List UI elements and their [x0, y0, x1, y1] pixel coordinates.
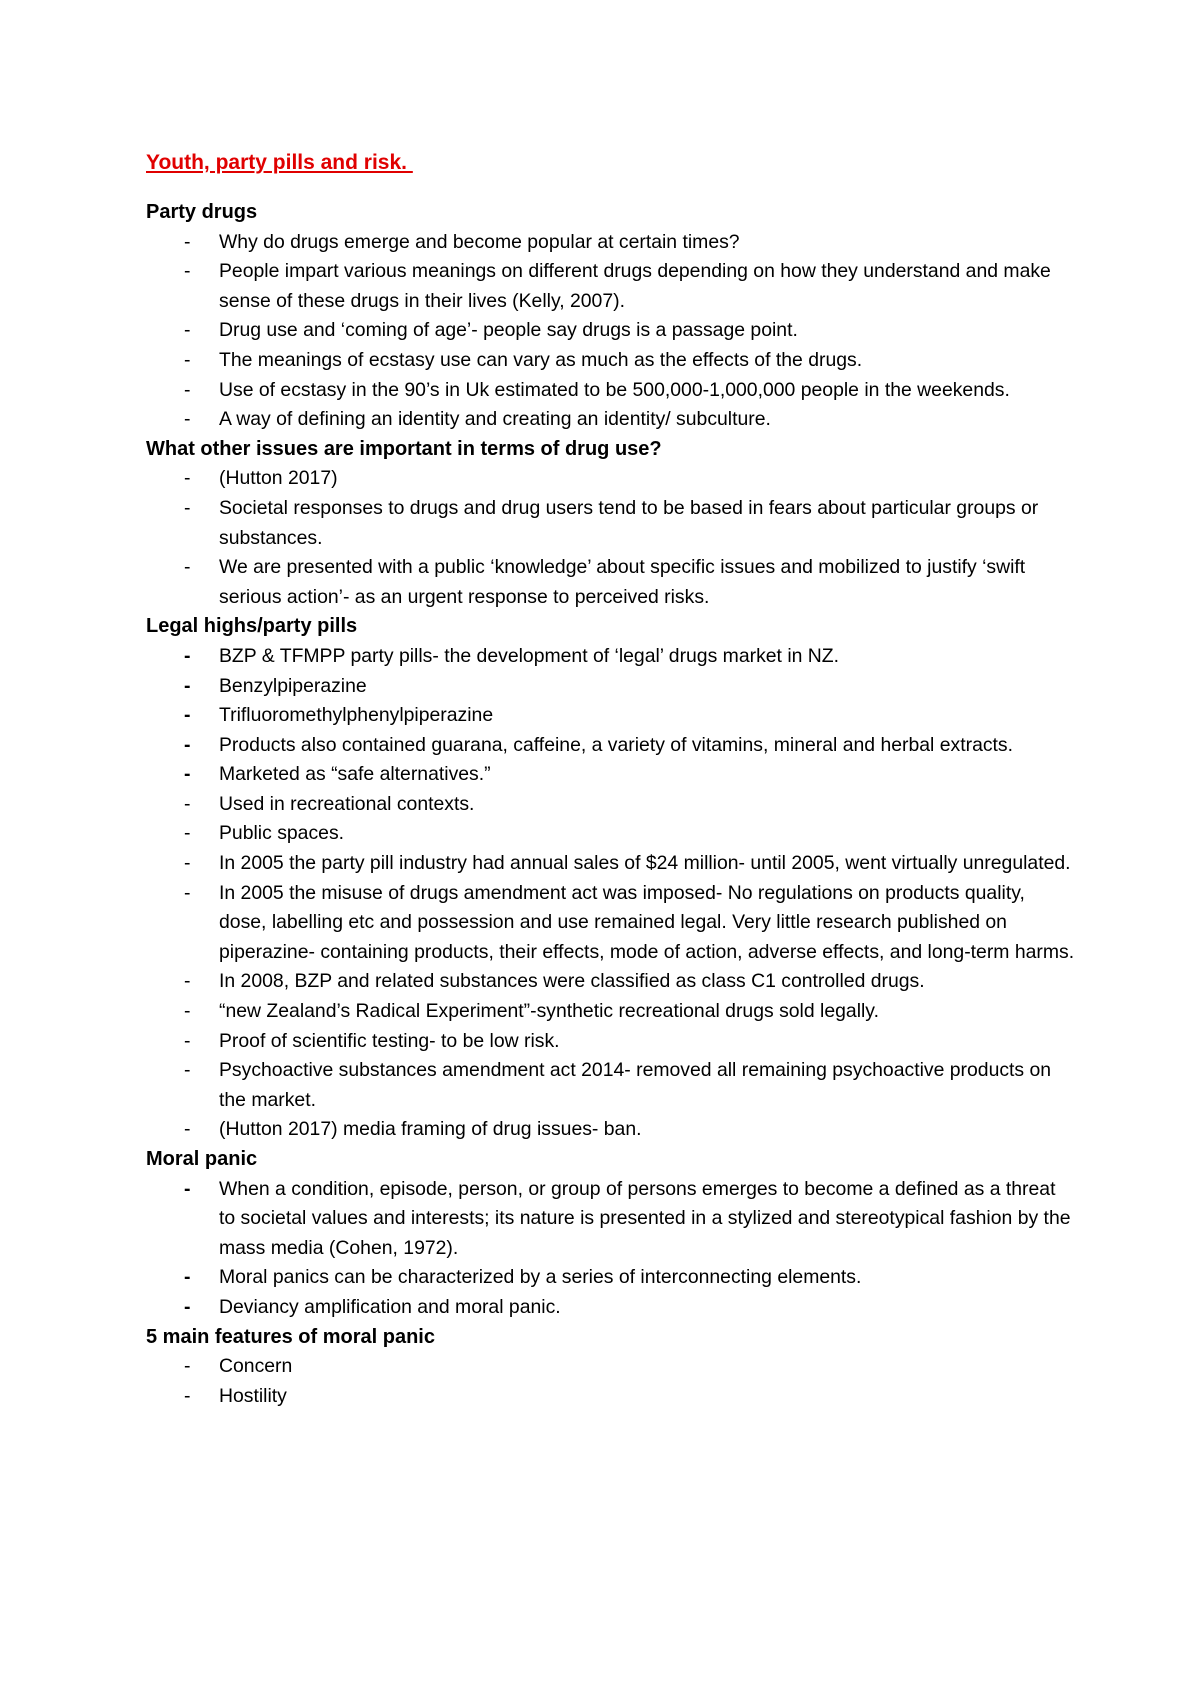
section-heading: Moral panic [146, 1148, 258, 1170]
section [146, 1323, 1076, 1412]
list-item [146, 1056, 1076, 1115]
list-item [146, 1293, 1076, 1323]
list-item-text: Societal responses to drugs and drug users tend to be based in fears about particular groups or substances. [219, 496, 1039, 549]
list-item [146, 819, 1076, 849]
list-item [146, 494, 1076, 553]
list-item [146, 1027, 1076, 1057]
bullet-list [146, 1352, 1076, 1411]
bullet-dash: - [184, 556, 191, 579]
bullet-dash: - [184, 644, 191, 667]
bullet-dash: - [184, 970, 191, 993]
bullet-dash: - [184, 733, 191, 756]
bullet-list [146, 464, 1076, 612]
list-item [146, 1352, 1076, 1382]
list-item [146, 376, 1076, 406]
list-item-text: Marketed as “safe alternatives.” [219, 763, 491, 786]
list-item-text: (Hutton 2017) media framing of drug issues- ban. [219, 1118, 642, 1141]
list-item [146, 1382, 1076, 1412]
list-item-text: The meanings of ecstasy use can vary as much as the effects of the drugs. [219, 348, 863, 371]
list-item-text: Why do drugs emerge and become popular at certain times? [219, 230, 740, 253]
list-item-text: Hostility [219, 1384, 287, 1407]
list-item-text: In 2005 the misuse of drugs amendment act was imposed- No regulations on products quality, dose, labelling etc and possession and use remained legal. Very little research published on piperazine- containing products, their effects, mode of action, adverse effects, and long-term harms. [219, 881, 1075, 963]
sections-container [146, 198, 1076, 1411]
bullet-dash: - [184, 881, 191, 904]
list-item-text: Used in recreational contexts. [219, 792, 475, 815]
list-item-text: BZP & TFMPP party pills- the development of ‘legal’ drugs market in NZ. [219, 644, 840, 667]
list-item [146, 1263, 1076, 1293]
bullet-dash: - [184, 1266, 191, 1289]
list-item-text: We are presented with a public ‘knowledge’ about specific issues and mobilized to justify ‘swift serious action’- as an urgent response to perceived risks. [219, 556, 1026, 608]
bullet-dash: - [184, 763, 191, 786]
bullet-dash: - [184, 852, 191, 875]
section [146, 435, 1076, 613]
bullet-dash: - [184, 230, 191, 253]
list-item [146, 849, 1076, 879]
list-item-text: Benzylpiperazine [219, 674, 367, 697]
list-item [146, 1175, 1076, 1264]
list-item-text: Moral panics can be characterized by a series of interconnecting elements. [219, 1266, 862, 1289]
list-item [146, 967, 1076, 997]
list-item [146, 642, 1076, 672]
list-item-text: Public spaces. [219, 822, 345, 845]
bullet-dash: - [184, 408, 191, 431]
list-item-text: (Hutton 2017) [219, 467, 338, 490]
list-item [146, 346, 1076, 376]
bullet-dash: - [184, 1295, 191, 1318]
list-item-text: A way of defining an identity and creating an identity/ subculture. [219, 408, 771, 431]
bullet-dash: - [184, 378, 191, 401]
list-item [146, 228, 1076, 258]
list-item-text: “new Zealand’s Radical Experiment”-synthetic recreational drugs sold legally. [219, 1000, 879, 1023]
list-item-text: Proof of scientific testing- to be low risk. [219, 1029, 560, 1052]
list-item-text: In 2008, BZP and related substances were classified as class C1 controlled drugs. [219, 970, 925, 993]
bullet-list [146, 228, 1076, 435]
document-title: Youth, party pills and risk. [146, 151, 413, 174]
section [146, 198, 1076, 435]
bullet-dash: - [184, 319, 191, 342]
bullet-dash: - [184, 822, 191, 845]
section-heading: Legal highs/party pills [146, 615, 358, 638]
list-item-text: Concern [219, 1355, 293, 1378]
list-item-text: Drug use and ‘coming of age’- people say drugs is a passage point. [219, 319, 798, 342]
section [146, 612, 1076, 1145]
document-body [146, 148, 1076, 1411]
bullet-dash: - [184, 1029, 191, 1052]
list-item [146, 316, 1076, 346]
list-item-text: Use of ecstasy in the 90’s in Uk estimated to be 500,000-1,000,000 people in the weekends. [219, 378, 1010, 401]
list-item [146, 879, 1076, 968]
section-heading: 5 main features of moral panic [146, 1325, 435, 1348]
list-item [146, 257, 1076, 316]
list-item [146, 672, 1076, 702]
list-item-text: Deviancy amplification and moral panic. [219, 1295, 561, 1318]
list-item-text: Products also contained guarana, caffeine, a variety of vitamins, mineral and herbal extracts. [219, 733, 1014, 756]
bullet-dash: - [184, 704, 191, 727]
list-item [146, 731, 1076, 761]
list-item-text: People impart various meanings on different drugs depending on how they understand and make sense of these drugs in their lives (Kelly, 2007). [219, 260, 1051, 312]
list-item-text: In 2005 the party pill industry had annual sales of $24 million- until 2005, went virtually unregulated. [219, 852, 1071, 875]
bullet-list [146, 1175, 1076, 1323]
list-item-text: Psychoactive substances amendment act 2014- removed all remaining psychoactive products on the market. [219, 1059, 1052, 1111]
bullet-dash: - [184, 792, 191, 815]
bullet-dash: - [184, 496, 191, 519]
list-item [146, 553, 1076, 612]
list-item [146, 997, 1076, 1027]
bullet-dash: - [184, 1059, 191, 1082]
bullet-dash: - [184, 1118, 191, 1141]
section-heading: What other issues are important in terms of drug use? [146, 437, 662, 460]
list-item [146, 464, 1076, 494]
list-item [146, 701, 1076, 731]
bullet-list [146, 642, 1076, 1145]
bullet-dash: - [184, 1355, 191, 1378]
bullet-dash: - [184, 467, 191, 490]
section [146, 1145, 1076, 1323]
list-item [146, 760, 1076, 790]
list-item [146, 1115, 1076, 1145]
bullet-dash: - [184, 1384, 191, 1407]
bullet-dash: - [184, 348, 191, 371]
list-item-text: When a condition, episode, person, or group of persons emerges to become a defined as a threat to societal values and interests; its nature is presented in a stylized and stereotypical fashion by the mass media (Cohen, 1972). [219, 1177, 1071, 1259]
bullet-dash: - [184, 674, 191, 697]
bullet-dash: - [184, 1177, 191, 1200]
list-item-text: Trifluoromethylphenylpiperazine [219, 704, 494, 727]
bullet-dash: - [184, 260, 191, 283]
bullet-dash: - [184, 1000, 191, 1023]
section-heading: Party drugs [146, 201, 258, 223]
list-item [146, 790, 1076, 820]
list-item [146, 405, 1076, 435]
